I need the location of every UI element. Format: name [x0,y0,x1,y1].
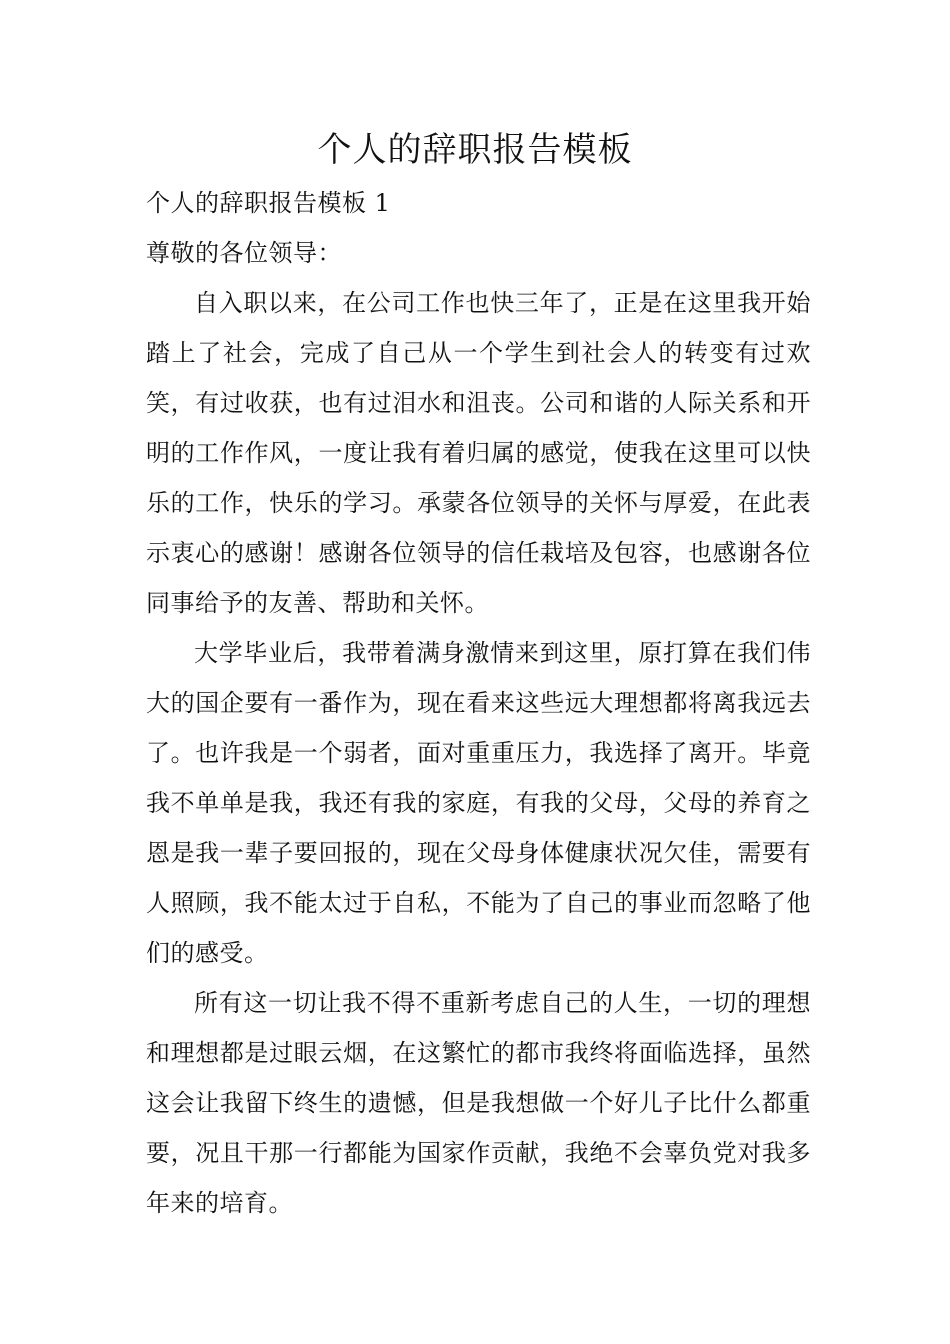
paragraph-3: 所有这一切让我不得不重新考虑自己的人生，一切的理想和理想都是过眼云烟，在这繁忙的都市我终将面临选择，虽然这会让我留下终生的遗憾，但是我想做一个好儿子比什么都重要，况且干那一行都能为国家作贡献，我绝不会辜负党对我多年来的培育。 [146,989,811,1217]
paragraph-1: 自入职以来，在公司工作也快三年了，正是在这里我开始踏上了社会，完成了自己从一个学生到社会人的转变有过欢笑，有过收获，也有过泪水和沮丧。公司和谐的人际关系和开明的工作作风，一度让我有着归属的感觉，使我在这里可以快乐的工作，快乐的学习。承蒙各位领导的关怀与厚爱，在此表示衷心的感谢！感谢各位领导的信任栽培及包容，也感谢各位同事给予的友善、帮助和关怀。 [146,289,811,617]
salutation: 尊敬的各位领导： [146,239,342,267]
section-heading: 个人的辞职报告模板 1 [146,189,391,217]
document-title: 个人的辞职报告模板 [317,130,633,170]
paragraph-2: 大学毕业后，我带着满身激情来到这里，原打算在我们伟大的国企要有一番作为，现在看来这些远大理想都将离我远去了。也许我是一个弱者，面对重重压力，我选择了离开。毕竟我不单单是我，我还有我的家庭，有我的父母，父母的养育之恩是我一辈子要回报的，现在父母身体健康状况欠佳，需要有人照顾，我不能太过于自私，不能为了自己的事业而忽略了他们的感受。 [146,639,811,967]
document-body [146,178,811,1228]
